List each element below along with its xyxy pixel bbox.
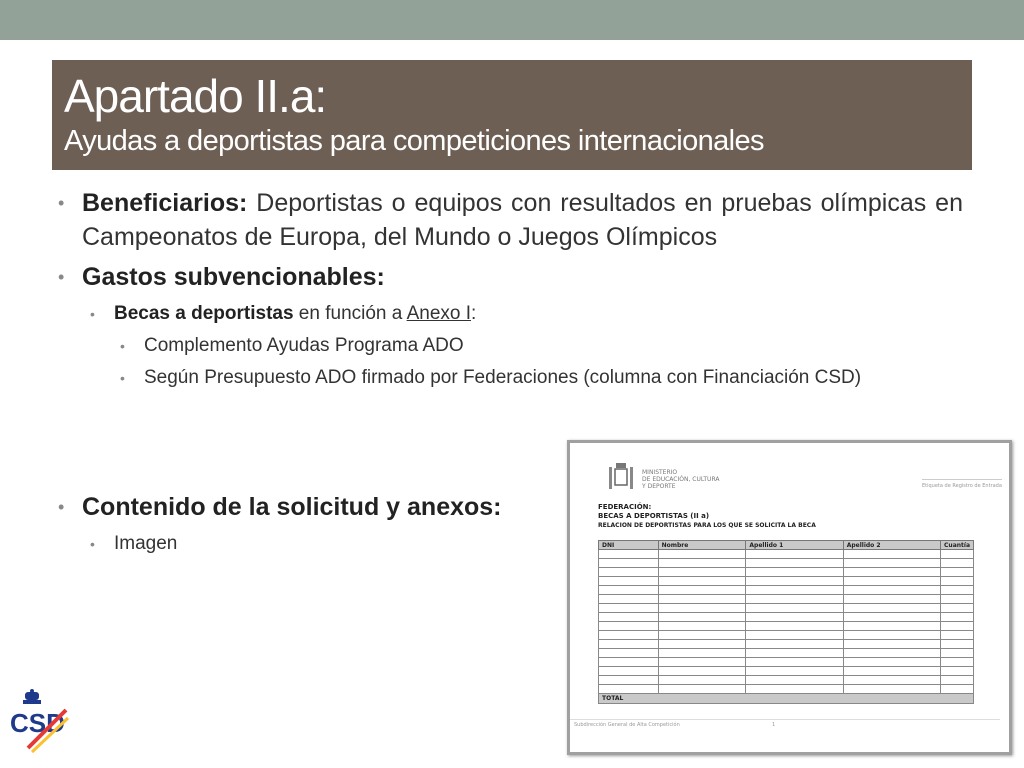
table-cell — [843, 658, 940, 667]
table-cell — [658, 676, 746, 685]
doc-heading-block — [598, 503, 816, 530]
table-cell — [843, 577, 940, 586]
doc-heading: BECAS A DEPORTISTAS (II a) — [598, 512, 710, 520]
table-cell — [599, 685, 659, 694]
doc-footer-line — [570, 719, 1000, 720]
table-cell — [941, 604, 974, 613]
table-cell — [746, 631, 843, 640]
table-cell — [599, 595, 659, 604]
table-cell — [746, 685, 843, 694]
table-cell — [843, 604, 940, 613]
table-cell — [843, 622, 940, 631]
table-cell — [599, 676, 659, 685]
table-row — [599, 586, 974, 595]
table-cell — [843, 559, 940, 568]
coat-of-arms-icon — [606, 461, 636, 497]
table-cell — [658, 631, 746, 640]
table-cell — [941, 676, 974, 685]
table-cell — [843, 568, 940, 577]
bullet-complemento: • Complemento Ayudas Programa ADO — [120, 332, 963, 360]
table-cell — [843, 586, 940, 595]
table-cell — [746, 559, 843, 568]
table-row — [599, 649, 974, 658]
table-cell — [843, 685, 940, 694]
ministry-text: MINISTERIO DE EDUCACIÓN, CULTURA Y DEPORTE — [642, 469, 720, 490]
table-cell — [658, 658, 746, 667]
col-apellido1: Apellido 1 — [746, 541, 843, 550]
table-cell — [941, 559, 974, 568]
table-cell — [746, 658, 843, 667]
table-cell — [658, 613, 746, 622]
table-cell — [843, 613, 940, 622]
table-cell — [746, 577, 843, 586]
table-cell — [843, 667, 940, 676]
table-cell — [941, 550, 974, 559]
table-cell — [658, 586, 746, 595]
table-cell — [941, 667, 974, 676]
table-row — [599, 685, 974, 694]
table-cell — [941, 622, 974, 631]
table-cell — [599, 577, 659, 586]
title-banner — [52, 60, 972, 170]
beneficiaries-table — [598, 540, 974, 704]
contenido-label: Contenido de la solicitud y anexos: — [82, 493, 502, 521]
table-total-row — [599, 694, 974, 704]
table-row — [599, 550, 974, 559]
table-cell — [599, 631, 659, 640]
table-row — [599, 604, 974, 613]
table-row — [599, 622, 974, 631]
doc-page-number: 1 — [772, 722, 776, 728]
logo-text: CSD — [10, 708, 65, 738]
registry-line — [922, 479, 1002, 480]
table-cell — [658, 559, 746, 568]
table-cell — [599, 568, 659, 577]
table-cell — [941, 631, 974, 640]
bullet-gastos — [58, 260, 963, 294]
anexo-link[interactable]: Anexo I — [406, 303, 472, 324]
table-cell — [599, 586, 659, 595]
table-cell — [746, 640, 843, 649]
table-row — [599, 676, 974, 685]
table-cell — [599, 604, 659, 613]
csd-logo — [8, 688, 70, 758]
table-row — [599, 631, 974, 640]
bullet-becas — [90, 300, 963, 328]
table-cell — [658, 604, 746, 613]
table-cell — [658, 595, 746, 604]
table-cell — [599, 667, 659, 676]
federacion-label: FEDERACIÓN: — [598, 503, 652, 511]
table-cell — [658, 622, 746, 631]
table-cell — [599, 613, 659, 622]
table-cell — [843, 640, 940, 649]
table-cell — [746, 667, 843, 676]
table-cell — [843, 649, 940, 658]
table-cell — [941, 649, 974, 658]
beneficiarios-label: Beneficiarios: — [82, 189, 248, 217]
table-cell — [658, 649, 746, 658]
table-cell — [843, 595, 940, 604]
table-cell — [941, 685, 974, 694]
table-cell — [746, 604, 843, 613]
table-cell — [746, 595, 843, 604]
table-row — [599, 613, 974, 622]
registry-text: Etiqueta de Registro de Entrada — [922, 483, 1002, 489]
col-apellido2: Apellido 2 — [843, 541, 940, 550]
becas-colon: : — [471, 303, 477, 324]
gastos-label: Gastos subvencionables: — [82, 263, 385, 291]
table-cell — [599, 649, 659, 658]
table-cell — [941, 640, 974, 649]
table-row — [599, 577, 974, 586]
table-row — [599, 658, 974, 667]
table-row — [599, 559, 974, 568]
table-cell — [599, 559, 659, 568]
table-cell — [941, 577, 974, 586]
table-row — [599, 595, 974, 604]
bullet-presupuesto: • Según Presupuesto ADO firmado por Federaciones (columna con Financiación CSD) — [120, 364, 963, 392]
col-nombre: Nombre — [658, 541, 746, 550]
table-cell — [746, 622, 843, 631]
beneficiarios-text: Deportistas o equipos con resultados en pruebas olímpicas en Campeonatos de Europa, del Mundo o Juegos Olímpicos — [82, 189, 963, 251]
table-cell — [746, 550, 843, 559]
table-cell — [599, 550, 659, 559]
slide-subtitle: Ayudas a deportistas para competiciones internacionales — [64, 125, 764, 157]
bullet-beneficiarios — [58, 186, 963, 254]
slide-title: Apartado II.a: — [64, 70, 327, 122]
becas-label: Becas a deportistas — [114, 303, 294, 324]
total-label: TOTAL — [599, 694, 974, 704]
table-cell — [658, 640, 746, 649]
table-cell — [941, 568, 974, 577]
table-cell — [599, 640, 659, 649]
table-header-row — [599, 541, 974, 550]
doc-subheading: RELACION DE DEPORTISTAS PARA LOS QUE SE SOLICITA LA BECA — [598, 522, 816, 529]
table-cell — [658, 577, 746, 586]
becas-text: en función a — [293, 303, 407, 324]
table-cell — [941, 586, 974, 595]
table-row — [599, 667, 974, 676]
table-cell — [746, 649, 843, 658]
bullet-imagen: • Imagen — [90, 530, 963, 558]
table-cell — [843, 550, 940, 559]
table-cell — [843, 676, 940, 685]
table-cell — [746, 586, 843, 595]
table-cell — [746, 568, 843, 577]
col-cuantia: Cuantía — [941, 541, 974, 550]
table-cell — [658, 568, 746, 577]
table-cell — [599, 658, 659, 667]
table-cell — [658, 667, 746, 676]
document-thumbnail — [567, 440, 1012, 755]
col-dni: DNI — [599, 541, 659, 550]
table-cell — [941, 595, 974, 604]
table-cell — [658, 685, 746, 694]
table-row — [599, 568, 974, 577]
table-cell — [941, 613, 974, 622]
crown-icon — [23, 689, 41, 704]
table-cell — [599, 622, 659, 631]
table-cell — [746, 676, 843, 685]
table-row — [599, 640, 974, 649]
table-cell — [941, 658, 974, 667]
doc-footer-text: Subdirección General de Alta Competición — [574, 722, 680, 728]
top-color-band — [0, 0, 1024, 40]
table-cell — [658, 550, 746, 559]
table-body — [599, 550, 974, 704]
table-cell — [843, 631, 940, 640]
table-cell — [746, 613, 843, 622]
